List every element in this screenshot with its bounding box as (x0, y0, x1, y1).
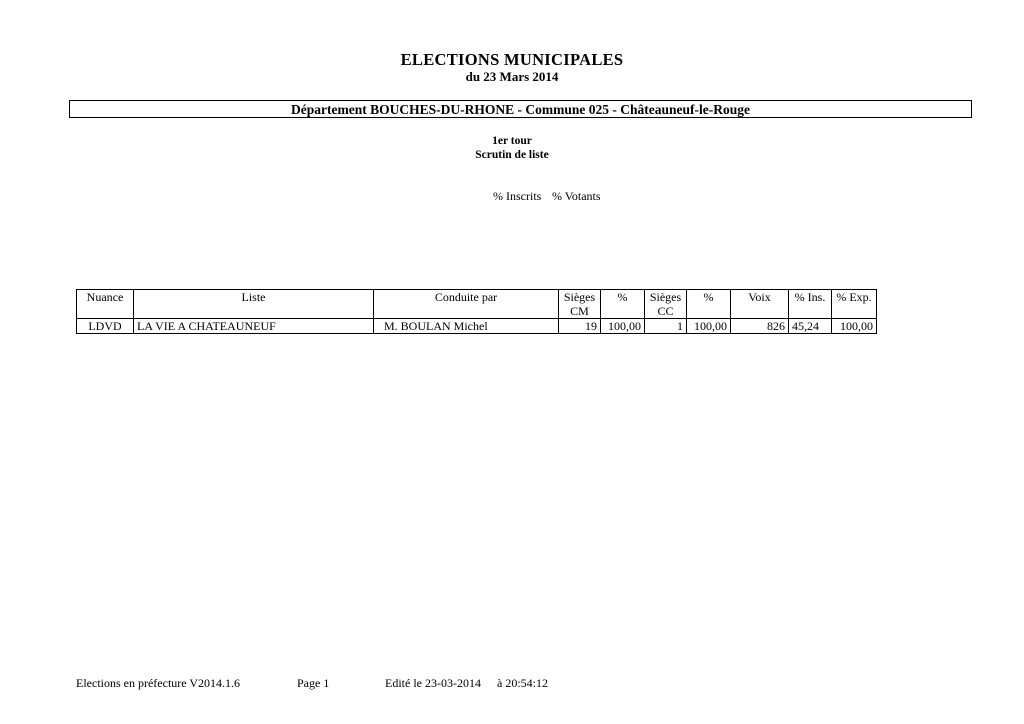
pct-cm-cell: 100,00 (601, 319, 645, 334)
round-label: 1er tour (492, 135, 532, 147)
footer-edited-date: Edité le 23-03-2014 (385, 676, 481, 690)
footer-edited-time: à 20:54:12 (497, 676, 548, 690)
liste-header: Liste (134, 290, 374, 319)
conduite-par-header: Conduite par (374, 290, 559, 319)
pct-ins-header: % Ins. (789, 290, 832, 319)
pct-ins-cell: 45,24 (789, 319, 832, 334)
sieges-cc-cell: 1 (645, 319, 687, 334)
turnout-stats (0, 203, 1024, 275)
pct-cc-cell: 100,00 (687, 319, 731, 334)
election-date: du 23 Mars 2014 (465, 69, 559, 84)
sieges-cc-header (645, 290, 687, 319)
department-commune-banner: Département BOUCHES-DU-RHONE - Commune 025 - Châteauneuf-le-Rouge (69, 100, 972, 118)
footer-software: Elections en préfecture V2014.1.6 (76, 676, 241, 690)
pct-exp-header: % Exp. (832, 290, 877, 319)
document-title: ELECTIONS MUNICIPALES (400, 50, 624, 69)
pct-cm-header: % (601, 290, 645, 319)
sieges-cc-header-line2: CC (657, 304, 674, 318)
voix-cell: 826 (731, 319, 789, 334)
sieges-cm-cell: 19 (559, 319, 601, 334)
results-table (76, 289, 877, 334)
pct-cc-header: % (687, 290, 731, 319)
voix-header: Voix (731, 290, 789, 319)
sieges-cm-header (559, 290, 601, 319)
sieges-cm-header-line1: Sièges (563, 290, 596, 304)
pct-inscrits-header: % Inscrits (493, 189, 542, 203)
liste-cell: LA VIE A CHATEAUNEUF (134, 319, 374, 334)
nuance-cell: LDVD (77, 319, 134, 334)
pct-exp-cell: 100,00 (832, 319, 877, 334)
ballot-type-label: Scrutin de liste (475, 149, 549, 161)
nuance-header: Nuance (77, 290, 134, 319)
footer-page: Page 1 (297, 676, 330, 690)
table-row (77, 319, 877, 334)
pct-votants-header: % Votants (552, 189, 601, 203)
results-header-row (77, 290, 877, 319)
sieges-cc-header-line1: Sièges (649, 290, 682, 304)
sieges-cm-header-line2: CM (570, 304, 589, 318)
conduite-cell: M. BOULAN Michel (374, 319, 559, 334)
